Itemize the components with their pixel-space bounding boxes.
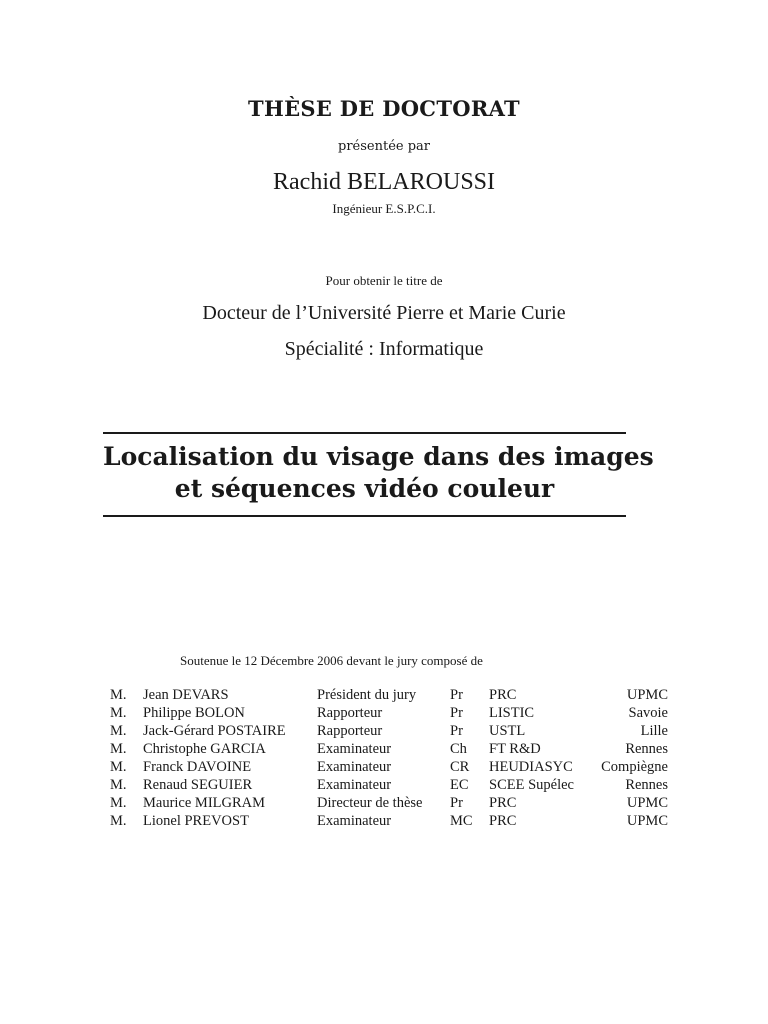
jury-member-lab: PRC xyxy=(489,795,517,811)
jury-member-lab: FT R&D xyxy=(489,741,541,757)
degree-purpose: Pour obtenir le titre de xyxy=(325,273,443,288)
jury-member-lab: HEUDIASYC xyxy=(489,759,573,775)
defense-statement: Soutenue le 12 Décembre 2006 devant le jury composé de xyxy=(180,653,483,668)
jury-member-name: Franck DAVOINE xyxy=(143,759,252,775)
jury-member-grade: Pr xyxy=(450,687,463,703)
jury-member-lab: LISTIC xyxy=(489,705,535,721)
jury-member-institution: Savoie xyxy=(628,705,668,721)
jury-civility: M. xyxy=(110,723,127,739)
jury-member-institution: Rennes xyxy=(625,741,668,757)
jury-member-name: Lionel PREVOST xyxy=(143,813,249,829)
title-rule-bottom xyxy=(103,515,626,517)
jury-member-name: Maurice MILGRAM xyxy=(143,795,266,811)
jury-row xyxy=(110,704,668,722)
jury-member-institution: UPMC xyxy=(626,813,668,829)
jury-member-lab: SCEE Supélec xyxy=(489,777,574,793)
jury-member-role: Rapporteur xyxy=(317,723,383,739)
jury-member-role: Président du jury xyxy=(317,687,417,703)
thesis-title-line-1: Localisation du visage dans des images xyxy=(103,442,654,471)
thesis-title xyxy=(103,441,654,505)
jury-member-role: Rapporteur xyxy=(317,705,383,721)
jury-member-lab: PRC xyxy=(489,813,517,829)
jury-civility: M. xyxy=(110,813,127,829)
jury-member-name: Renaud SEGUIER xyxy=(143,777,253,793)
jury-member-name: Christophe GARCIA xyxy=(143,741,266,757)
author-name: Rachid BELAROUSSI xyxy=(273,169,495,195)
jury-member-name: Jean DEVARS xyxy=(143,687,229,703)
jury-member-grade: Ch xyxy=(450,741,467,757)
jury-member-grade: EC xyxy=(450,777,469,793)
jury-row xyxy=(110,812,668,830)
jury-member-name: Philippe BOLON xyxy=(143,705,245,721)
presented-by-label: présentée par xyxy=(338,139,430,154)
jury-civility: M. xyxy=(110,759,127,775)
jury-row xyxy=(110,686,668,704)
jury-row xyxy=(110,758,668,776)
jury-member-role: Examinateur xyxy=(317,813,392,829)
jury-civility: M. xyxy=(110,687,127,703)
jury-member-institution: Rennes xyxy=(625,777,668,793)
thesis-title-line-2: et séquences vidéo couleur xyxy=(174,474,555,503)
jury-member-role: Directeur de thèse xyxy=(317,795,423,811)
author-title: Ingénieur E.S.P.C.I. xyxy=(332,201,436,216)
jury-civility: M. xyxy=(110,741,127,757)
jury-civility: M. xyxy=(110,777,127,793)
jury-member-role: Examinateur xyxy=(317,777,392,793)
jury-civility: M. xyxy=(110,795,127,811)
jury-civility: M. xyxy=(110,705,127,721)
jury-row xyxy=(110,776,668,794)
jury-member-lab: USTL xyxy=(489,723,526,739)
jury-member-institution: Compiègne xyxy=(601,759,668,775)
jury-member-institution: UPMC xyxy=(626,687,668,703)
jury-member-grade: Pr xyxy=(450,723,463,739)
jury-member-institution: UPMC xyxy=(626,795,668,811)
title-rule-top xyxy=(103,432,626,434)
jury-member-grade: CR xyxy=(450,759,470,775)
degree-title: Docteur de l’Université Pierre et Marie Curie xyxy=(202,302,566,324)
jury-member-role: Examinateur xyxy=(317,741,392,757)
degree-specialty: Spécialité : Informatique xyxy=(284,338,484,360)
jury-member-institution: Lille xyxy=(640,723,668,739)
jury-member-lab: PRC xyxy=(489,687,517,703)
jury-row xyxy=(110,794,668,812)
jury-row xyxy=(110,740,668,758)
jury-member-grade: Pr xyxy=(450,705,463,721)
jury-row xyxy=(110,722,668,740)
document-type-heading: THÈSE DE DOCTORAT xyxy=(248,96,520,121)
jury-member-role: Examinateur xyxy=(317,759,392,775)
jury-table xyxy=(110,686,668,830)
jury-member-name: Jack-Gérard POSTAIRE xyxy=(143,723,286,739)
jury-member-grade: MC xyxy=(450,813,473,829)
jury-member-grade: Pr xyxy=(450,795,463,811)
